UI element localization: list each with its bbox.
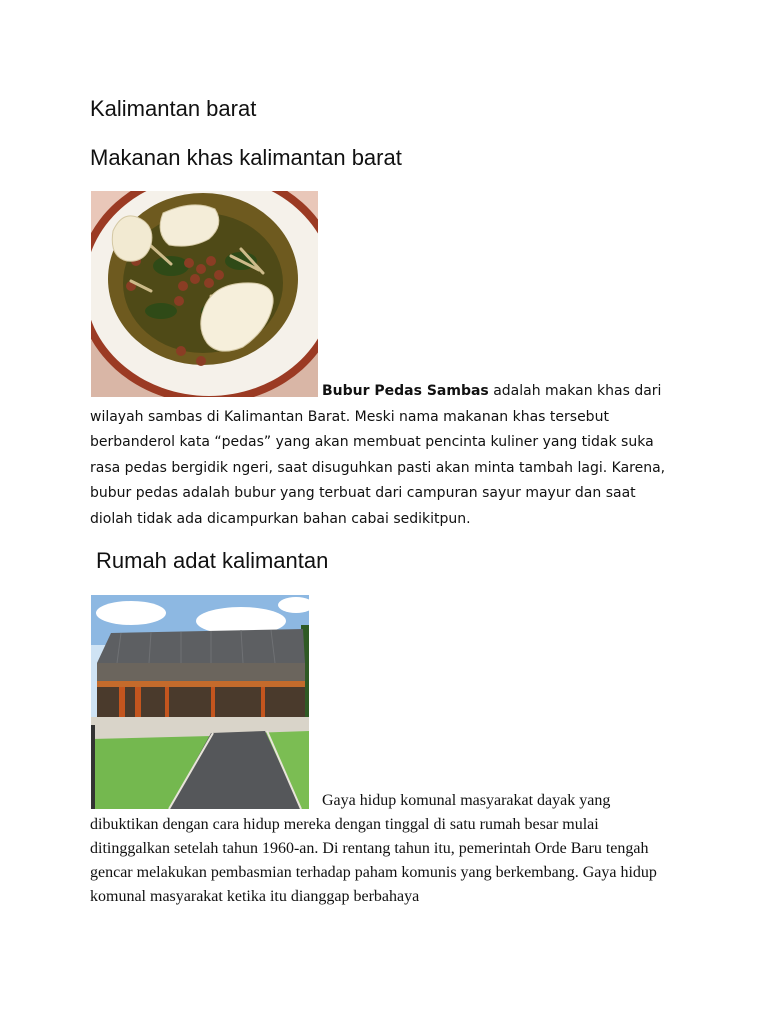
section1-heading: Makanan khas kalimantan barat xyxy=(90,145,402,170)
section1-bold-lead: Bubur Pedas Sambas xyxy=(322,383,489,399)
section2-paragraph xyxy=(90,789,670,909)
page-title: Kalimantan barat xyxy=(90,96,257,121)
section2-body: Gaya hidup komunal masyarakat dayak yang dibuktikan dengan cara hidup mereka dengan tinggal di satu rumah besar mulai ditinggalkan setelah tahun 1960-an. Di rentang tahun itu, pemerintah Orde Baru tengah gencar melakukan pembasmian terhadap paham komunis yang berkembang. Gaya hidup komunal masyarakat ketika itu dianggap berbahaya xyxy=(90,792,657,905)
section1-body: adalah makan khas dari wilayah sambas di Kalimantan Barat. Meski nama makanan khas tersebut berbanderol kata “pedas” yang akan membuat pencinta kuliner yang tidak suka rasa pedas bergidik ngeri, saat disuguhkan pasti akan minta tambah lagi. Karena, bubur pedas adalah bubur yang terbuat dari campuran sayur mayur dan saat diolah tidak ada dicampurkan bahan cabai sedikitpun. xyxy=(90,383,666,527)
section2-heading: Rumah adat kalimantan xyxy=(96,548,329,573)
bubur-pedas-photo xyxy=(91,191,318,397)
rumah-adat-photo xyxy=(91,595,309,809)
section1-paragraph xyxy=(90,379,670,532)
